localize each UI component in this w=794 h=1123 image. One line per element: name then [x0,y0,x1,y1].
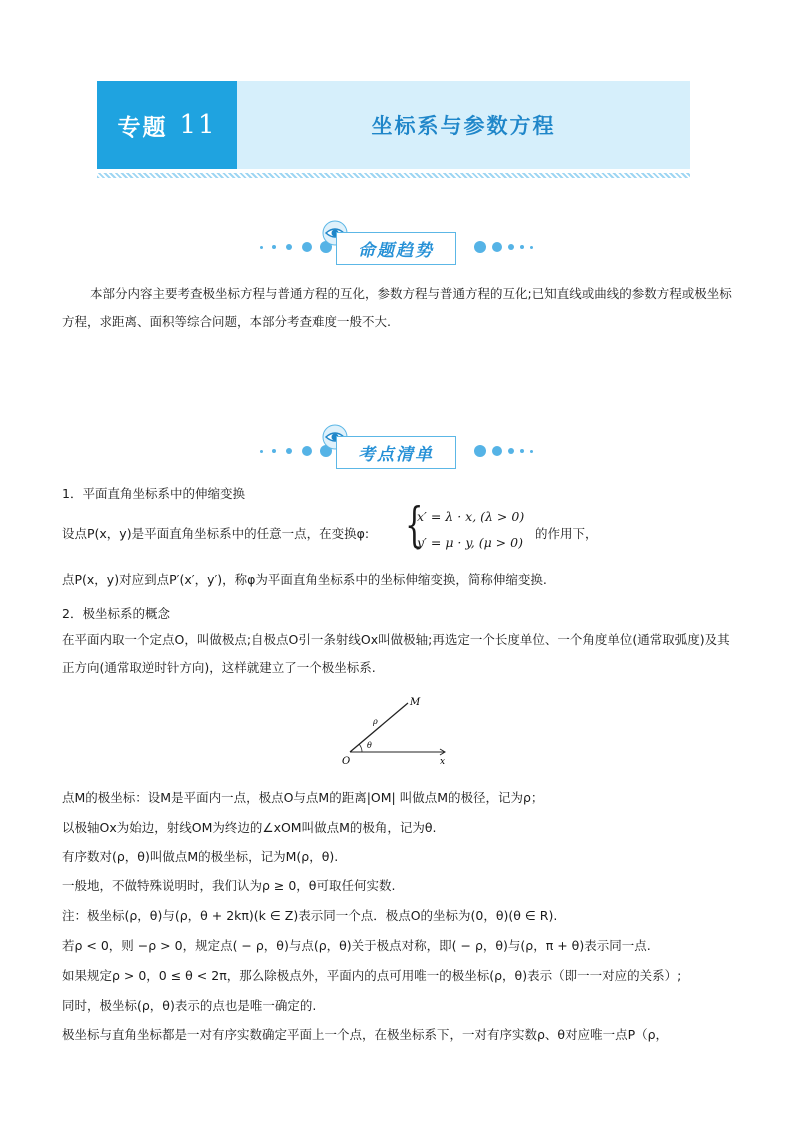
def-line-i: 极坐标与直角坐标都是一对有序实数确定平面上一个点，在极坐标系下，一对有序实数ρ、θ对应唯一点P（ρ， [62,1027,669,1042]
section-heading-checklist [250,424,540,476]
equation-x: x′ = λ · x, (λ > 0) [417,509,525,524]
trend-paragraph: 本部分内容主要考查极坐标方程与普通方程的互化，参数方程与普通方程的互化;已知直线或曲线的参数方程或极坐标方程，求距离、面积等综合问题，本部分考查难度一般不大. [62,286,732,329]
item2-line1: 在平面内取一个定点O，叫做极点;自极点O引一条射线Ox叫做极轴;再选定一个长度单位、一个角度单位(通常取弧度)及其正方向(通常取逆时针方向)，这样就建立了一个极坐标系. [62,632,730,675]
item1-title: 1．平面直角坐标系中的伸缩变换 [62,486,245,501]
def-line-h: 同时，极坐标(ρ，θ)表示的点也是唯一确定的. [62,998,317,1013]
topic-number-block [97,81,237,169]
label-theta: θ [367,741,372,750]
def-line-b: 以极轴Ox为始边，射线OM为终边的∠xOM叫做点M的极角，记为θ. [62,820,437,835]
label-rho: ρ [373,717,378,726]
topic-label: 专题 [117,113,168,141]
def-line-e: 注：极坐标(ρ，θ)与(ρ，θ + 2kπ)(k ∈ Z)表示同一个点．极点O的坐标为(0，θ)(θ ∈ R). [62,908,558,923]
item1-line1 [62,524,369,542]
equation-y: y′ = μ · y, (μ > 0) [417,535,523,550]
topic-banner [97,81,690,169]
item1-line1-post: 的作用下， [535,526,598,541]
def-line-c: 有序数对(ρ，θ)叫做点M的极坐标，记为M(ρ，θ). [62,849,339,864]
page-title: 坐标系与参数方程 [371,113,556,138]
polar-diagram [340,690,460,775]
banner-divider [97,173,690,178]
angle-arc [359,744,362,752]
def-line-g: 如果规定ρ > 0，0 ≤ θ < 2π，那么除极点外，平面内的点可用唯一的极坐标(ρ，θ)表示（即一一对应的关系）; [62,968,682,983]
topic-number: 11 [179,110,217,140]
section-title-checklist: 考点清单 [336,436,456,469]
def-line-d: 一般地，不做特殊说明时，我们认为ρ ≥ 0，θ可取任何实数. [62,878,396,893]
label-O: O [342,756,351,767]
item2-title: 2．极坐标系的概念 [62,606,170,621]
brace-symbol: { [405,497,424,553]
item1-line2: 点P(x，y)对应到点P′(x′，y′)，称φ为平面直角坐标系中的坐标伸缩变换，简称伸缩变换. [62,572,547,587]
def-line-a: 点M的极坐标：设M是平面内一点，极点O与点M的距离|OM| 叫做点M的极径，记为ρ； [62,790,544,805]
ray-OM [350,703,408,752]
transform-system [395,497,555,555]
section-title-trend: 命题趋势 [336,232,456,265]
section-heading-trend [250,220,540,272]
label-x: x [440,757,446,767]
def-line-f: 若ρ < 0，则 −ρ > 0，规定点( − ρ，θ)与点(ρ，θ)关于极点对称，即( − ρ，θ)与(ρ，π + θ)表示同一点. [62,938,651,953]
label-M: M [410,697,421,708]
item1-line1-pre: 设点P(x，y)是平面直角坐标系中的任意一点，在变换φ: [62,526,370,541]
